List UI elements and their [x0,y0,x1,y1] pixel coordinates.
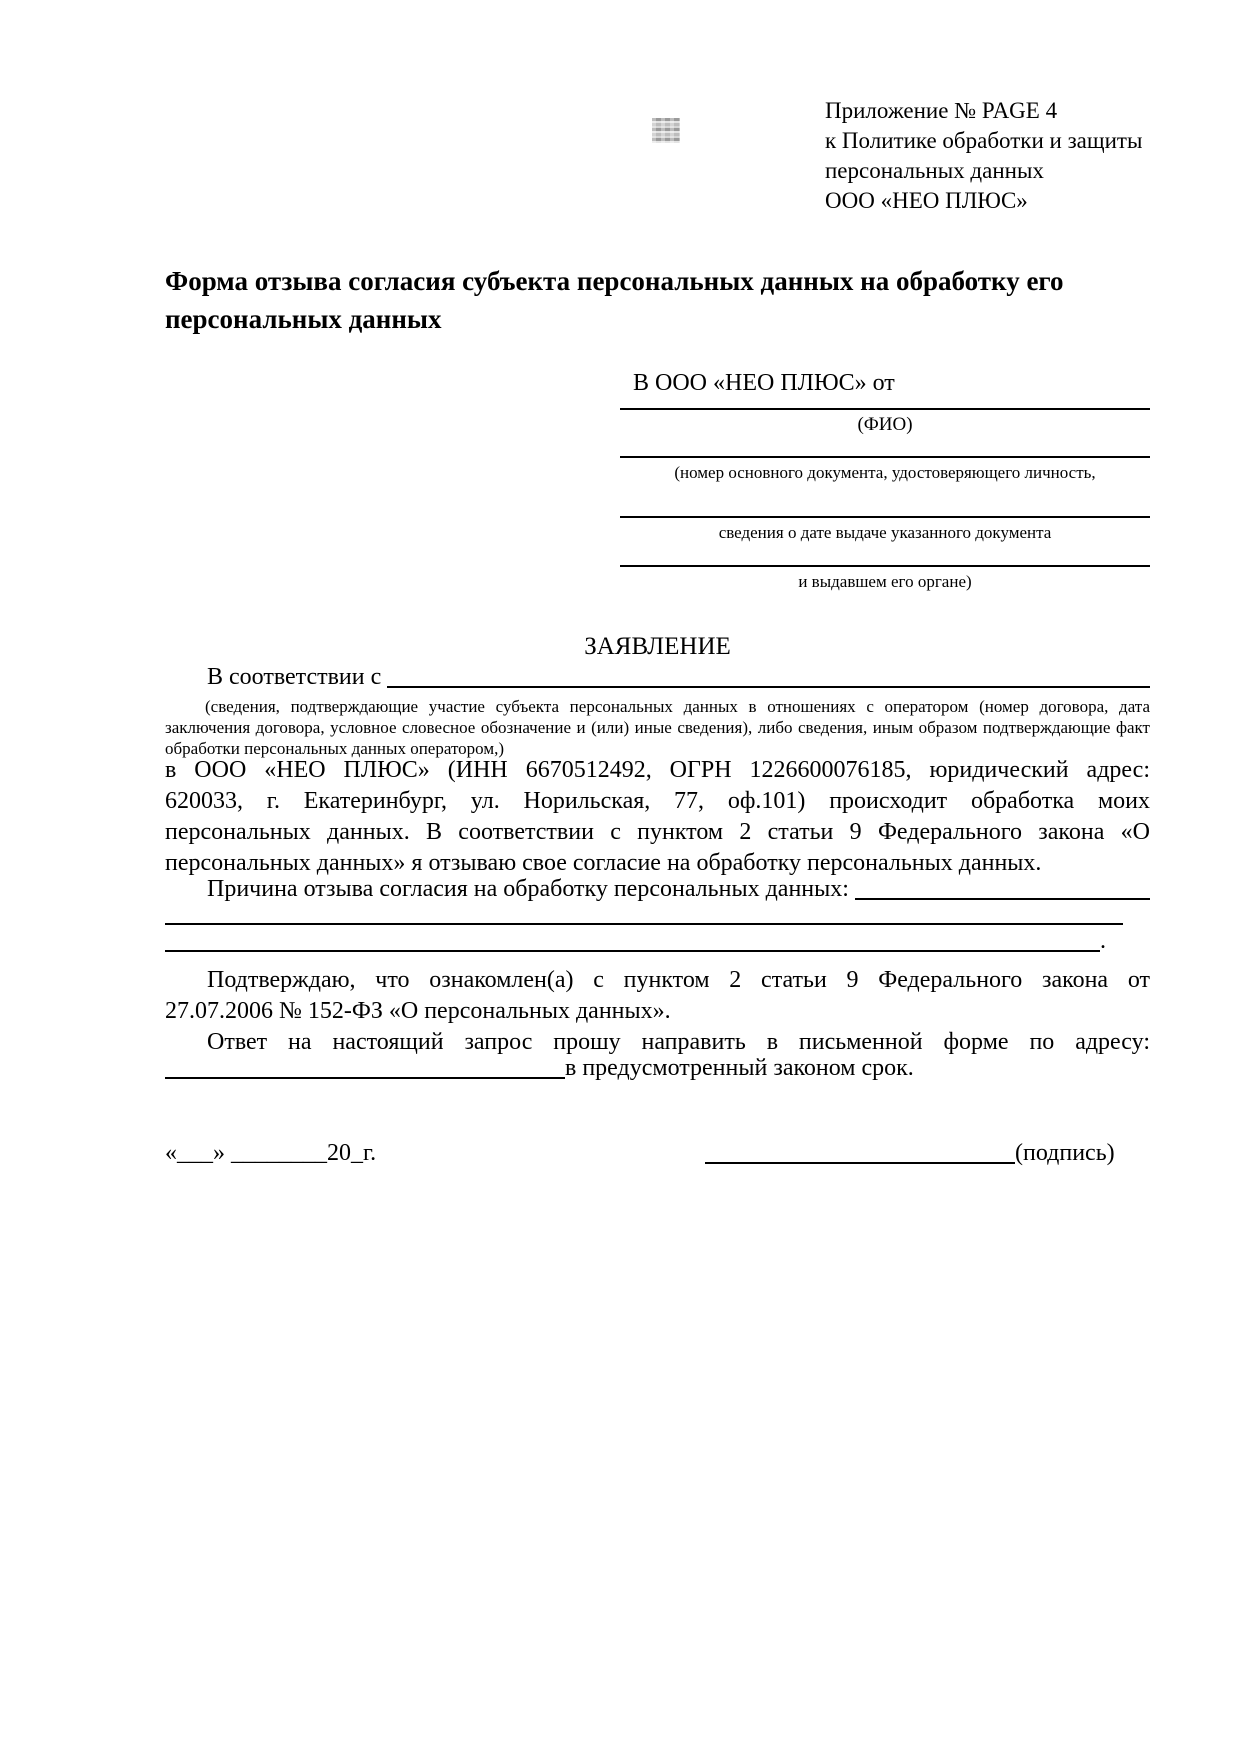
footnote-line: заключения договора, условное словесное обозначение и (или) иные сведения), либо сведения, иным образом подтверждающие факт [165,718,1150,737]
fio-blank-line [620,408,1150,410]
statement-heading: ЗАЯВЛЕНИЕ [584,633,731,660]
signature-caption: (подпись) [1015,1140,1115,1166]
appendix-header-line: Приложение № PAGE 4 [825,98,1058,123]
sentence-period: . [1100,928,1106,954]
document-number-caption: (номер основного документа, удостоверяющего личность, [674,463,1096,482]
reason-blank-line [855,898,1150,900]
signature-blank-line [705,1162,1015,1164]
issue-date-caption: сведения о дате выдаче указанного документа [718,523,1052,542]
basis-blank-line [387,686,1150,688]
document-number-blank-line [620,456,1150,458]
body-line: персональных данных» я отзываю свое согласие на обработку персональных данных. [165,850,1042,876]
reason-blank-line-3 [165,950,1100,952]
footnote-line: обработки персональных данных оператором,) [165,739,505,758]
confirmation-line: Подтверждаю, что ознакомлен(а) с пунктом 2 статьи 9 Федерального закона от [207,967,1150,993]
addressee-line: В ООО «НЕО ПЛЮС» от [633,370,895,396]
embedded-image-icon [652,118,680,143]
intro-row [165,662,1150,693]
reason-label: Причина отзыва согласия на обработку персональных данных: [207,876,849,902]
issuing-authority-blank-line [620,565,1150,567]
confirmation-paragraph [165,965,1150,1027]
intro-prefix: В соответствии с [207,664,382,690]
issuing-authority-caption: и выдавшем его органе) [798,572,972,591]
body-line: персональных данных. В соответствии с пунктом 2 статьи 9 Федерального закона «О [165,819,1150,845]
appendix-header-line: ООО «НЕО ПЛЮС» [825,188,1028,213]
reason-blank-line-2 [165,923,1123,925]
reason-row [165,874,1150,905]
date-blank: «___» ________20_г. [165,1140,377,1166]
body-paragraph [165,755,1150,879]
reason-blank-row-3 [165,926,1150,957]
address-blank-line [165,1077,565,1079]
appendix-header-line: к Политике обработки и защиты [825,128,1143,153]
footnote [165,696,1150,759]
signature-row [705,1138,1150,1169]
fio-caption: (ФИО) [857,414,913,435]
page-title: Форма отзыва согласия субъекта персональных данных на обработку его персональных данных [165,266,1064,334]
reply-address-row [165,1053,1150,1084]
footnote-line: (сведения, подтверждающие участие субъекта персональных данных в отношениях с оператором (номер договора, дата [205,697,1150,716]
reply-suffix: в предусмотренный законом срок. [565,1055,914,1081]
issue-date-blank-line [620,516,1150,518]
body-line: 620033, г. Екатеринбург, ул. Норильская, 77, оф.101) происходит обработка моих [165,788,1150,814]
confirmation-line: 27.07.2006 № 152-ФЗ «О персональных данных». [165,998,671,1024]
body-line: в ООО «НЕО ПЛЮС» (ИНН 6670512492, ОГРН 1226600076185, юридический адрес: [165,757,1150,783]
appendix-header-line: персональных данных [825,158,1044,183]
appendix-header [825,96,1185,216]
reply-request-line: Ответ на настоящий запрос прошу направить в письменной форме по адресу: [207,1029,1150,1055]
